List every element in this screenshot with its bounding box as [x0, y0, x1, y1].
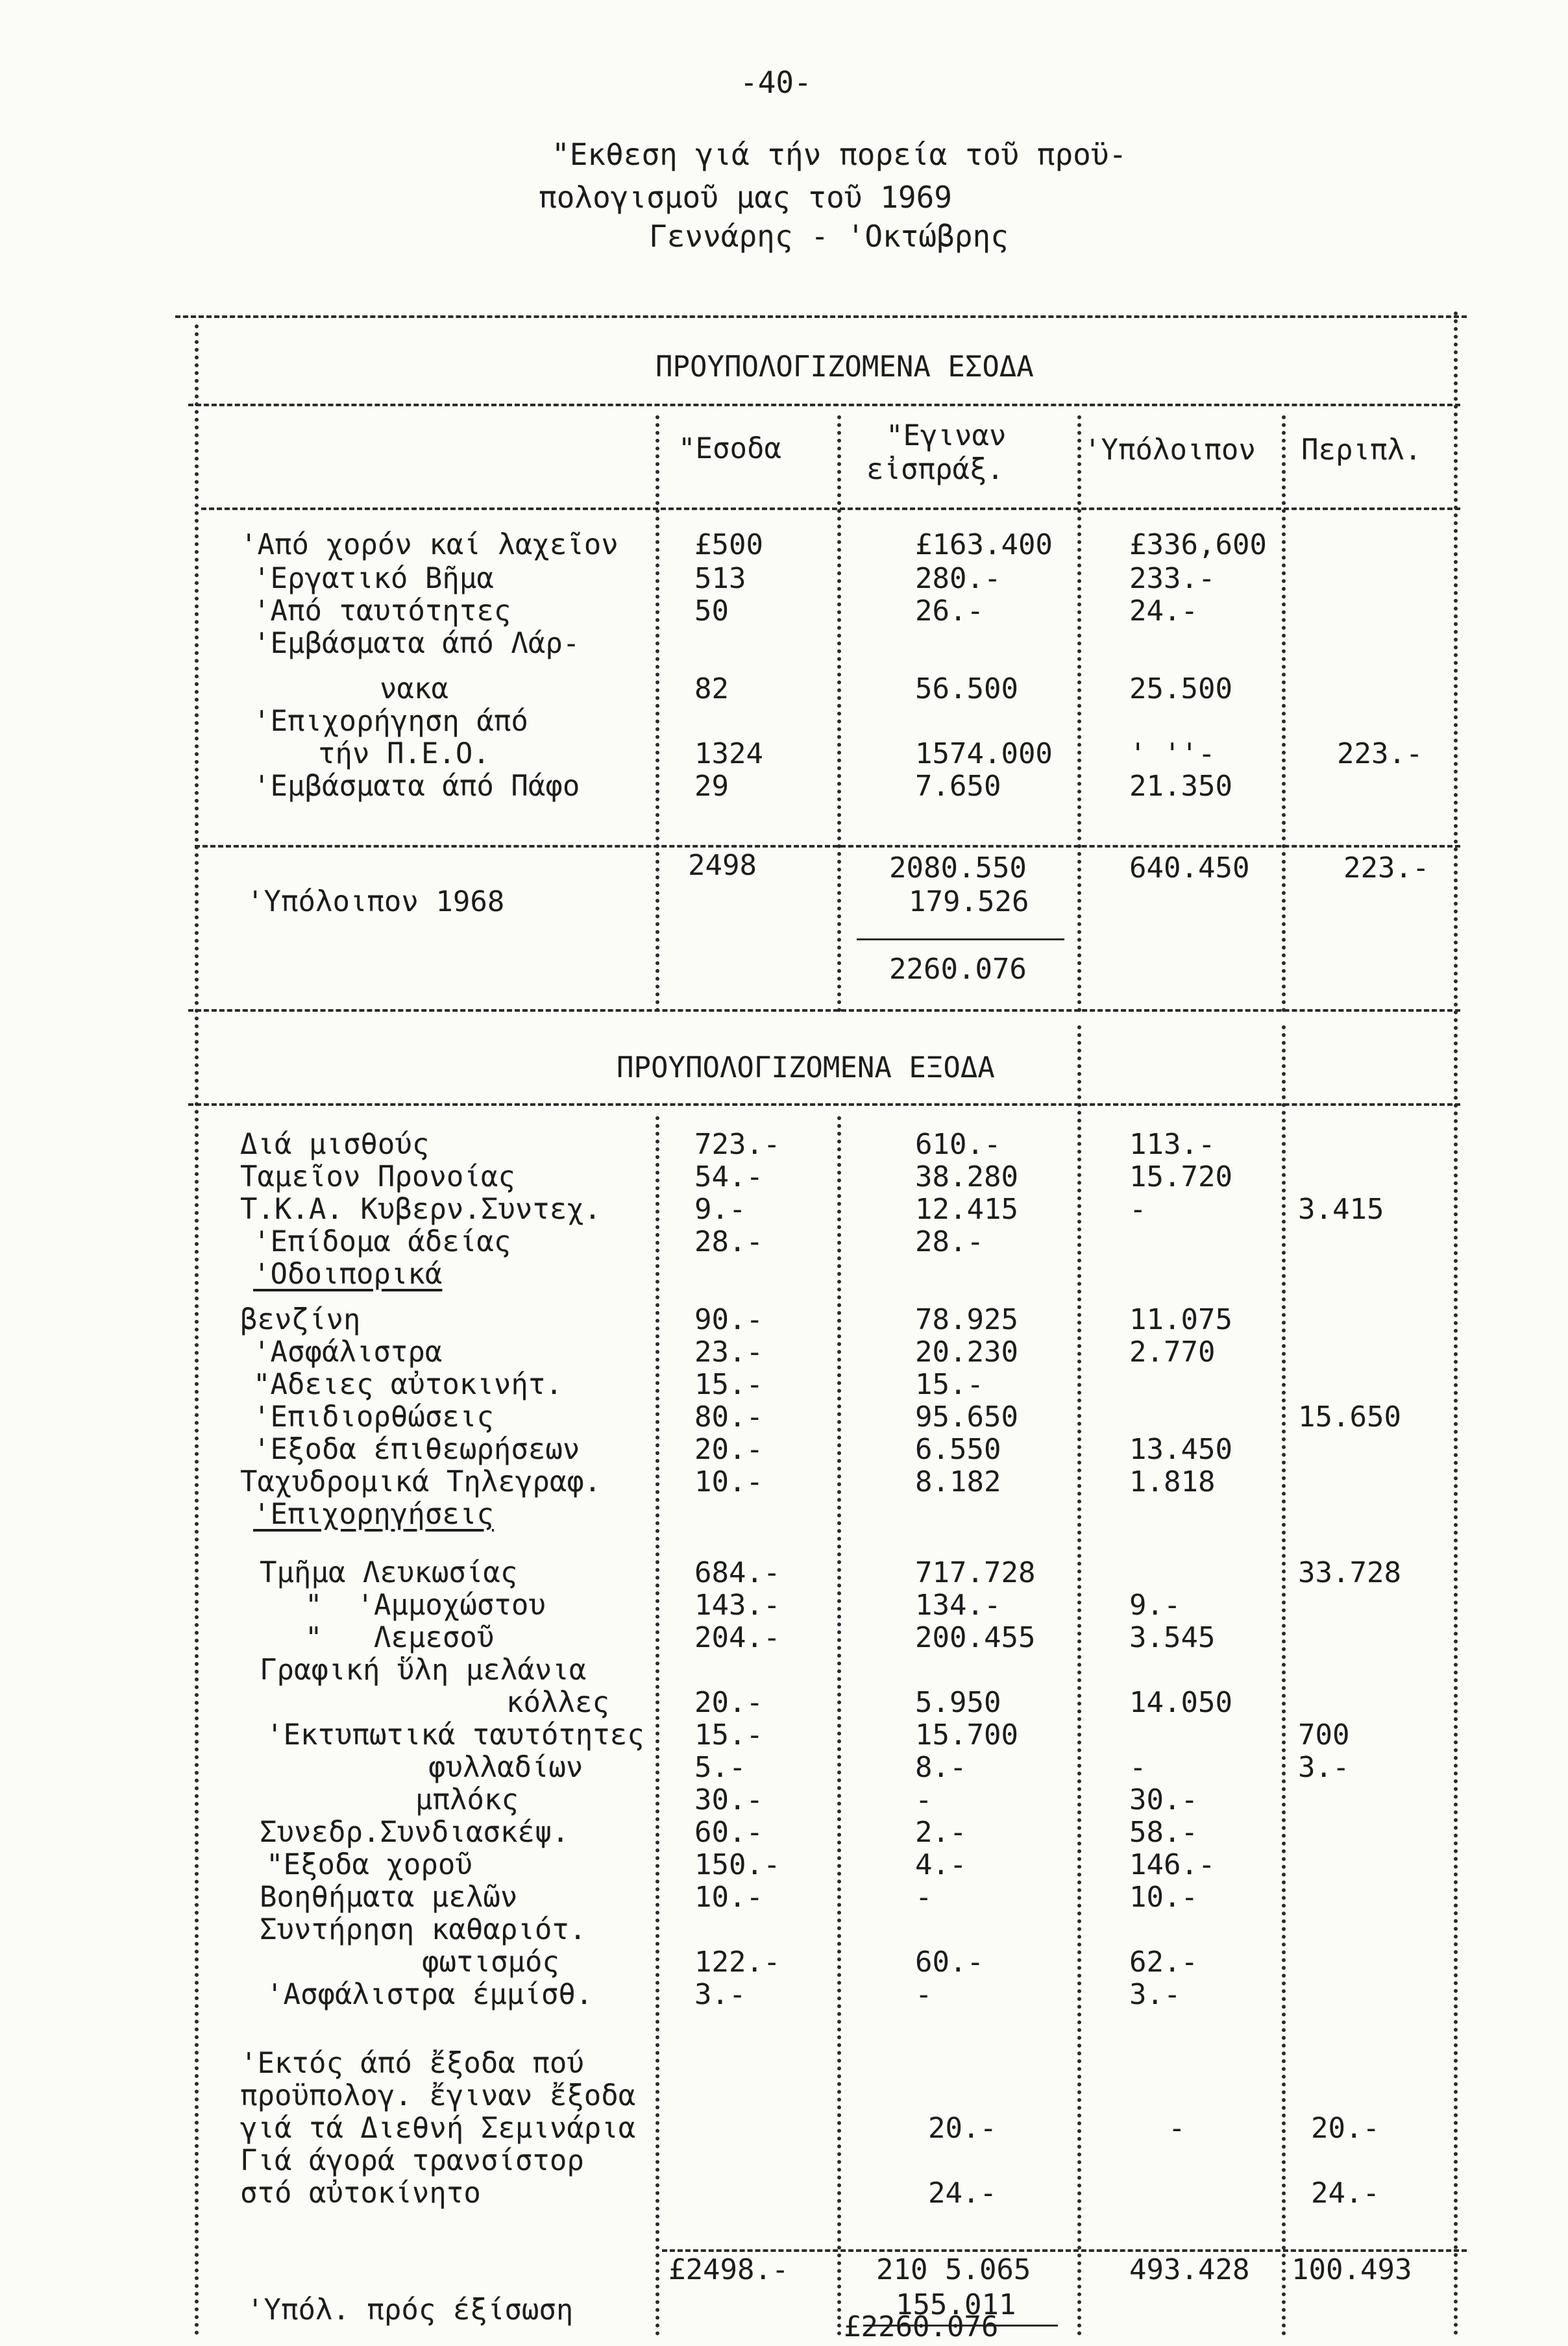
- row-value-a: 82: [694, 672, 729, 705]
- row-label: βενζίνη: [240, 1303, 361, 1336]
- row-value-c: 15.720: [1129, 1160, 1232, 1193]
- row-value-a: 20.-: [694, 1433, 763, 1466]
- header-esoda: "Εσοδα: [678, 432, 781, 465]
- expense-total-eisprax: 210 5.065: [876, 2253, 1031, 2286]
- row-value-c: 25.500: [1129, 672, 1232, 705]
- balance-label: 'Υπόλ. πρός έξίσωση: [247, 2293, 574, 2327]
- row-value-b: 56.500: [915, 672, 1018, 705]
- title-line-1: "Εκθεση γιά τήν πορεία τοῦ προϋ-: [552, 137, 1127, 172]
- row-value-c: 14.050: [1129, 1686, 1232, 1719]
- expense-totals-divider: [662, 2249, 1467, 2252]
- income-title-divider: [188, 404, 1460, 406]
- row-value-b: 4.-: [915, 1848, 967, 1881]
- row-label: φυλλαδίων: [428, 1751, 583, 1784]
- row-value-d: 223.-: [1337, 737, 1423, 770]
- right-border: [1454, 312, 1458, 2336]
- row-label: 'Από ταυτότητες: [253, 594, 511, 628]
- row-label: Ταμεῖον Προνοίας: [240, 1160, 515, 1193]
- row-label: Συντήρηση καθαριότ.: [260, 1913, 587, 1946]
- row-label: 'Ασφάλιστρα έμμίσθ.: [266, 1978, 593, 2011]
- prev-balance-value: 179.526: [909, 885, 1029, 918]
- row-value-d: 3.415: [1298, 1193, 1384, 1226]
- row-value-a: 513: [694, 562, 746, 595]
- row-value-d: 15.650: [1298, 1400, 1401, 1434]
- expense-total-periss: 100.493: [1292, 2253, 1412, 2286]
- row-label: "Εξοδα χοροῦ: [266, 1848, 472, 1881]
- header-divider: [201, 507, 1460, 510]
- row-value-a: 10.-: [694, 1465, 763, 1498]
- row-value-c: 30.-: [1129, 1783, 1198, 1816]
- row-value-b: 95.650: [915, 1400, 1018, 1434]
- row-value-b: 78.925: [915, 1303, 1018, 1336]
- table-top-border: [175, 315, 1467, 318]
- row-value-a: 5.-: [694, 1751, 746, 1784]
- row-value-a: 684.-: [694, 1556, 781, 1589]
- row-value-c: 3.545: [1129, 1621, 1216, 1654]
- row-value-c: 233.-: [1129, 562, 1216, 595]
- row-value-b: 26.-: [915, 594, 984, 628]
- row-value-c: -: [1129, 1193, 1147, 1226]
- row-value-b: 5.950: [915, 1686, 1001, 1719]
- income-total-ypoloipon: 640.450: [1129, 851, 1250, 885]
- income-total-eisprax: 2080.550: [889, 851, 1027, 885]
- row-value-b: 2.-: [915, 1816, 967, 1849]
- col-divider-1b: [655, 1116, 659, 2336]
- row-value-b: 20.230: [915, 1336, 1018, 1369]
- prev-balance-label: 'Υπόλοιπον 1968: [247, 885, 505, 918]
- row-value-d: 700: [1298, 1718, 1350, 1752]
- row-value-c: 62.-: [1129, 1946, 1198, 1979]
- row-value-a: 54.-: [694, 1160, 763, 1193]
- seminar-ypoloipon: -: [1168, 2112, 1186, 2145]
- row-value-a: 80.-: [694, 1400, 763, 1434]
- income-rows-divider: [195, 845, 1460, 848]
- row-value-c: 9.-: [1129, 1589, 1181, 1622]
- row-label: " 'Αμμοχώστου: [305, 1589, 546, 1622]
- row-value-a: 30.-: [694, 1783, 763, 1816]
- row-value-b: 717.728: [915, 1556, 1036, 1589]
- row-label: 'Επιχορηγήσεις: [253, 1498, 494, 1531]
- row-value-b: 6.550: [915, 1433, 1001, 1466]
- row-label: Βοηθήματα μελῶν: [260, 1881, 518, 1914]
- row-label: 'Οδοιπορικά: [253, 1258, 443, 1291]
- row-value-a: 50: [694, 594, 729, 628]
- extra-line-2: προϋπολογ. ἔγιναν ἔξοδα: [240, 2079, 636, 2112]
- col-divider-1: [655, 415, 659, 1012]
- row-value-c: 21.350: [1129, 770, 1232, 803]
- row-value-d: 33.728: [1298, 1556, 1401, 1589]
- row-label: 'Εμβάσματα άπό Πάφο: [253, 770, 580, 803]
- extra-line-1: 'Εκτός άπό ἔξοδα πού: [240, 2047, 584, 2080]
- header-eginan-2: εἰσπράξ.: [866, 453, 1004, 486]
- expense-section-title: ΠΡΟΥΠΟΛΟΓΙΖΟΜΕΝΑ ΕΞΟΔΑ: [617, 1051, 995, 1084]
- row-value-a: 15.-: [694, 1718, 763, 1752]
- seminar-eisprax: 20.-: [928, 2112, 997, 2145]
- row-label: τήν Π.Ε.Ο.: [318, 737, 490, 770]
- row-value-d: 3.-: [1298, 1751, 1350, 1784]
- expense-title-divider: [188, 1103, 1460, 1106]
- row-label: κόλλες: [506, 1686, 609, 1719]
- row-label: Διά μισθούς: [240, 1128, 430, 1161]
- row-label: 'Εξοδα έπιθεωρήσεων: [253, 1433, 580, 1466]
- seminar-periss: 20.-: [1311, 2112, 1380, 2145]
- row-label: 'Επιδιορθώσεις: [253, 1400, 494, 1434]
- row-value-a: 122.-: [694, 1946, 781, 1979]
- row-value-a: 23.-: [694, 1336, 763, 1369]
- extra-line-5: στό αὐτοκίνητο: [240, 2177, 481, 2210]
- row-label: Ταχυδρομικά Τηλεγραφ.: [240, 1465, 602, 1498]
- row-value-a: 9.-: [694, 1193, 746, 1226]
- row-value-b: 12.415: [915, 1193, 1018, 1226]
- row-label: φωτισμός: [422, 1946, 559, 1979]
- row-value-b: -: [915, 1978, 933, 2011]
- row-value-b: 200.455: [915, 1621, 1036, 1654]
- col-divider-3b: [1077, 1025, 1081, 2336]
- row-value-b: 610.-: [915, 1128, 1001, 1161]
- row-value-b: 38.280: [915, 1160, 1018, 1193]
- expense-total-ypoloipon: 493.428: [1129, 2253, 1250, 2286]
- row-label: 'Επίδομα άδείας: [253, 1225, 511, 1258]
- row-value-c: 2.770: [1129, 1336, 1216, 1369]
- row-value-a: 1324: [694, 737, 763, 770]
- col-divider-4b: [1282, 1025, 1286, 2336]
- row-value-c: 113.-: [1129, 1128, 1216, 1161]
- row-value-c: 1.818: [1129, 1465, 1216, 1498]
- row-label: 'Εμβάσματα άπό Λάρ-: [253, 627, 580, 660]
- row-label: μπλόκς: [415, 1783, 519, 1816]
- col-divider-4: [1282, 415, 1286, 1012]
- row-value-c: 3.-: [1129, 1978, 1181, 2011]
- row-value-b: 60.-: [915, 1946, 984, 1979]
- row-value-b: -: [915, 1783, 933, 1816]
- row-value-a: 60.-: [694, 1816, 763, 1849]
- row-value-b: 134.-: [915, 1589, 1001, 1622]
- row-value-b: 8.182: [915, 1465, 1001, 1498]
- income-total-esoda: 2498: [688, 849, 757, 882]
- row-value-a: 10.-: [694, 1881, 763, 1914]
- col-divider-2: [837, 415, 841, 1012]
- row-value-c: 146.-: [1129, 1848, 1216, 1881]
- row-value-a: 20.-: [694, 1686, 763, 1719]
- balance-value: 155.011: [896, 2288, 1016, 2321]
- title-line-2: πολογισμοῦ μας τοῦ 1969: [539, 180, 952, 215]
- row-label: Γραφική ὕλη μελάνια: [260, 1654, 587, 1687]
- row-value-b: 15.700: [915, 1718, 1018, 1752]
- row-label: 'Επιχορήγηση άπό: [253, 705, 528, 738]
- extra-line-3: γιά τά Διεθνή Σεμινάρια: [240, 2112, 636, 2145]
- row-label: 'Εκτυπωτικά ταυτότητες: [266, 1718, 644, 1752]
- row-value-c: 24.-: [1129, 594, 1198, 628]
- row-value-b: 280.-: [915, 562, 1001, 595]
- income-section-title: ΠΡΟΥΠΟΛΟΓΙΖΟΜΕΝΑ ΕΣΟΔΑ: [655, 350, 1034, 384]
- expense-grand-total: £2260.076: [844, 2310, 999, 2343]
- page-number: -40-: [740, 65, 812, 100]
- row-label: 'Από χορόν καί λαχεῖον: [240, 528, 619, 561]
- income-sum-line: [857, 938, 1064, 940]
- transistor-periss: 24.-: [1311, 2177, 1380, 2210]
- col-divider-2b: [837, 1116, 841, 2336]
- extra-line-4: Γιά άγορά τρανσίστορ: [240, 2144, 584, 2177]
- col-divider-3: [1077, 415, 1081, 1012]
- header-ypoloipon: 'Υπόλοιπον: [1084, 434, 1256, 467]
- row-value-a: 204.-: [694, 1621, 781, 1654]
- row-value-b: -: [915, 1881, 933, 1914]
- income-total-periss: 223.-: [1343, 851, 1430, 885]
- row-value-c: 13.450: [1129, 1433, 1232, 1466]
- row-value-a: 723.-: [694, 1128, 781, 1161]
- title-line-3: Γεννάρης - 'Οκτώβρης: [649, 219, 1009, 254]
- row-value-c: 58.-: [1129, 1816, 1198, 1849]
- row-value-c: 10.-: [1129, 1881, 1198, 1914]
- row-label: Τ.Κ.Α. Κυβερν.Συντεχ.: [240, 1193, 602, 1226]
- row-value-a: 3.-: [694, 1978, 746, 2011]
- row-value-c: ' ''-: [1129, 737, 1216, 770]
- row-value-b: 1574.000: [915, 737, 1053, 770]
- row-label: Συνεδρ.Συνδιασκέψ.: [260, 1816, 569, 1849]
- row-value-c: 11.075: [1129, 1303, 1232, 1336]
- row-label: 'Εργατικό Βῆμα: [253, 562, 494, 595]
- row-value-a: 28.-: [694, 1225, 763, 1258]
- row-value-c: -: [1129, 1751, 1147, 1784]
- row-label: 'Ασφάλιστρα: [253, 1336, 443, 1369]
- row-value-a: 29: [694, 770, 729, 803]
- income-grand-total: 2260.076: [889, 953, 1027, 986]
- row-label: νακα: [380, 672, 448, 705]
- expense-total-esoda: £2498.-: [668, 2253, 789, 2286]
- row-value-b: 8.-: [915, 1751, 967, 1784]
- row-label: "Αδειες αὐτοκινήτ.: [253, 1368, 563, 1401]
- row-value-a: 143.-: [694, 1589, 781, 1622]
- row-value-a: £500: [694, 528, 763, 561]
- header-perissevma: Περιπλ.: [1301, 434, 1422, 467]
- row-label: " Λεμεσοῦ: [305, 1621, 495, 1654]
- row-value-b: 7.650: [915, 770, 1001, 803]
- header-eginan-1: "Εγιναν: [886, 419, 1007, 452]
- transistor-eisprax: 24.-: [928, 2177, 997, 2210]
- income-end-divider: [188, 1009, 1460, 1012]
- row-value-c: £336,600: [1129, 528, 1267, 561]
- row-value-b: £163.400: [915, 528, 1053, 561]
- left-border: [195, 324, 199, 2336]
- row-value-a: 90.-: [694, 1303, 763, 1336]
- row-value-b: 28.-: [915, 1225, 984, 1258]
- row-value-b: 15.-: [915, 1368, 984, 1401]
- row-label: Τμῆμα Λευκωσίας: [260, 1556, 518, 1589]
- row-value-a: 15.-: [694, 1368, 763, 1401]
- row-value-a: 150.-: [694, 1848, 781, 1881]
